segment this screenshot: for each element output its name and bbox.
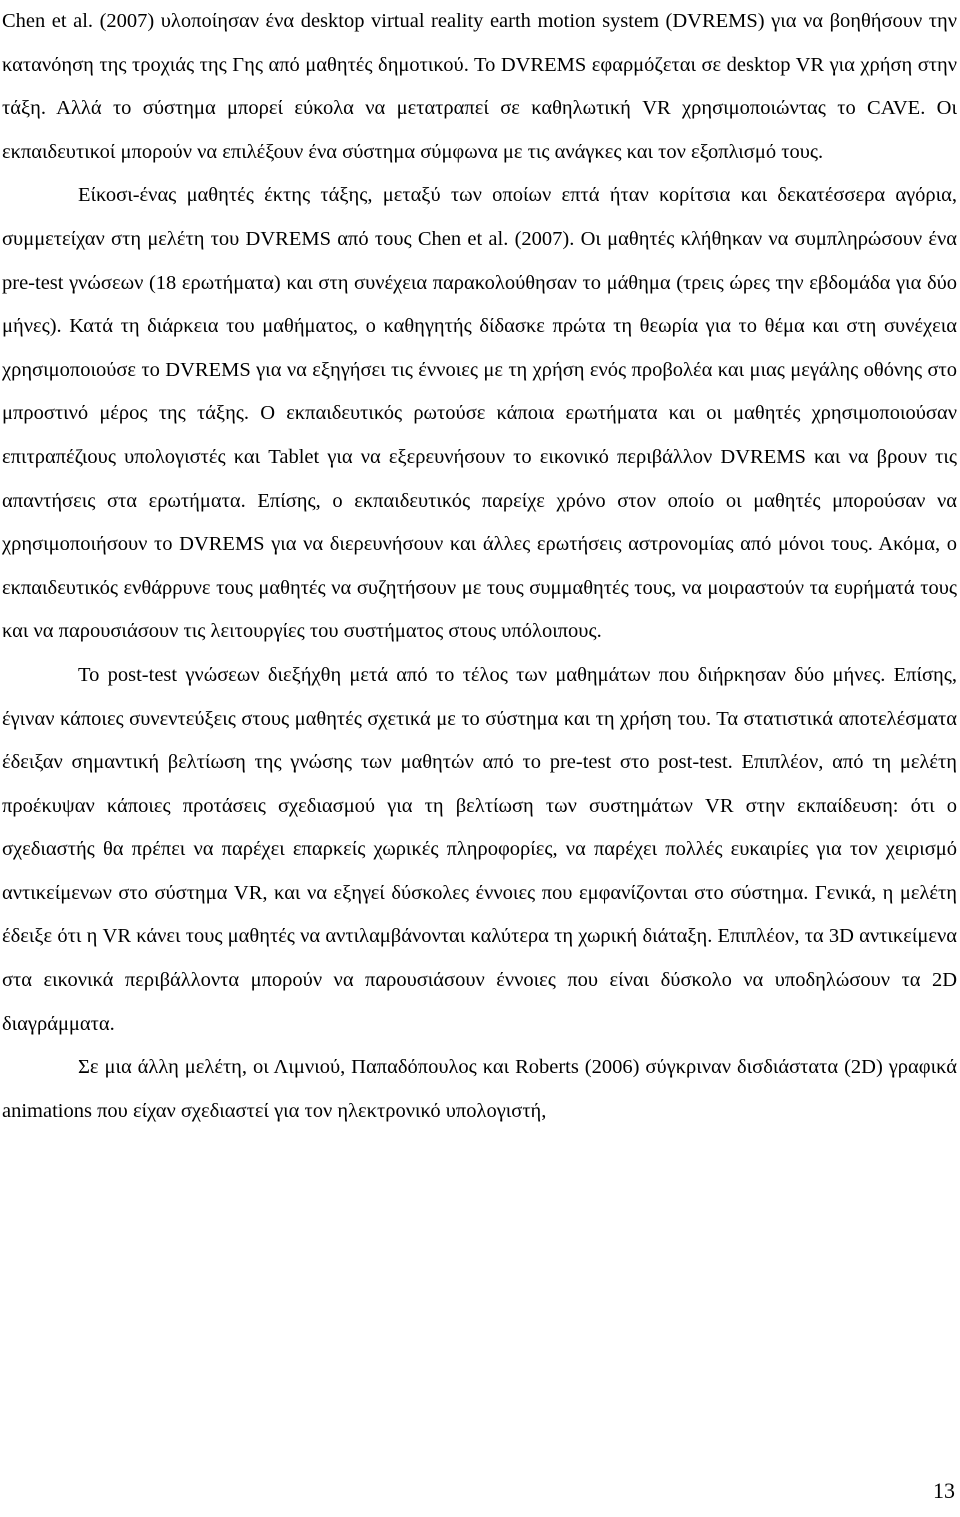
paragraph-4: Σε μια άλλη μελέτη, οι Λιμνιού, Παπαδόπουλος και Roberts (2006) σύγκριναν δισδιάστατα (2D) γραφικά animations που είχαν σχεδιαστεί για τον ηλεκτρονικό υπολογιστή, — [2, 1056, 957, 1122]
paragraph-2: Είκοσι-ένας μαθητές έκτης τάξης, μεταξύ των οποίων επτά ήταν κορίτσια και δεκατέσσερα αγόρια, συμμετείχαν στη μελέτη του DVREMS από τους Chen et al. (2007). Οι μαθητές κλήθηκαν να συμπληρώσουν ένα pre-test γνώσεων (18 ερωτήματα) και στη συνέχεια παρακολούθησαν το μάθημα (τρεις ώρες την εβδομάδα για δύο μήνες). Κατά τη διάρκεια του μαθήματος, ο καθηγητής δίδασκε πρώτα τη θεωρία για το θέμα και στη συνέχεια χρησιμοποιούσε το DVREMS για να εξηγήσει τις έννοιες με τη χρήση ενός προβολέα και μιας μεγάλης οθόνης στο μπροστινό μέρος της τάξης. Ο εκπαιδευτικός ρωτούσε κάποια ερωτήματα και οι μαθητές χρησιμοποιούσαν επιτραπέζιους υπολογιστές και Tablet για να εξερευνήσουν το εικονικό περιβάλλον DVREMS και να βρουν τις απαντήσεις στα ερωτήματα. Επίσης, ο εκπαιδευτικός παρείχε χρόνο στον οποίο οι μαθητές μπορούσαν να χρησιμοποιήσουν το DVREMS για να διερευνήσουν και άλλες ερωτήσεις αστρονομίας από μόνοι τους. Ακόμα, ο εκπαιδευτικός ενθάρρυνε τους μαθητές να συζητήσουν με τους συμμαθητές τους, να μοιραστούν τα ευρήματά τους και να παρουσιάσουν τις λειτουργίες του συστήματος στους υπόλοιπους. — [2, 184, 957, 643]
paragraph-3: Το post-test γνώσεων διεξήχθη μετά από το τέλος των μαθημάτων που διήρκησαν δύο μήνες. Επίσης, έγιναν κάποιες συνεντεύξεις στους μαθητές σχετικά με το σύστημα και τη χρήση του. Τα στατιστικά αποτελέσματα έδειξαν σημαντική βελτίωση της γνώσης των μαθητών από το pre-test στο post-test. Επιπλέον, από τη μελέτη προέκυψαν κάποιες προτάσεις σχεδιασμού για τη βελτίωση των συστημάτων VR στην εκπαίδευση: ότι ο σχεδιαστής θα πρέπει να παρέχει επαρκείς χωρικές πληροφορίες, να παρέχει πολλές ευκαιρίες για τον χειρισμό αντικείμενων στο σύστημα VR, και να εξηγεί δύσκολες έννοιες που εμφανίζονται στο σύστημα. Γενικά, η μελέτη έδειξε ότι η VR κάνει τους μαθητές να αντιλαμβάνονται καλύτερα τη χωρική διάταξη. Επιπλέον, τα 3D αντικείμενα στα εικονικά περιβάλλοντα μπορούν να παρουσιάσουν έννοιες που είναι δύσκολο να υποδηλώσουν τα 2D διαγράμματα. — [2, 663, 957, 1035]
body-text — [2, 0, 957, 1133]
paragraph-1: Chen et al. (2007) υλοποίησαν ένα desktop virtual reality earth motion system (DVREMS) για να βοηθήσουν την κατανόηση της τροχιάς της Γης από μαθητές δημοτικού. Το DVREMS εφαρμόζεται σε desktop VR για χρήση στην τάξη. Αλλά το σύστημα μπορεί εύκολα να μετατραπεί σε καθηλωτική VR χρησιμοποιώντας το CAVE. Οι εκπαιδευτικοί μπορούν να επιλέξουν ένα σύστημα σύμφωνα με τις ανάγκες και τον εξοπλισμό τους. — [2, 10, 957, 163]
page-number: 13 — [933, 1478, 955, 1503]
